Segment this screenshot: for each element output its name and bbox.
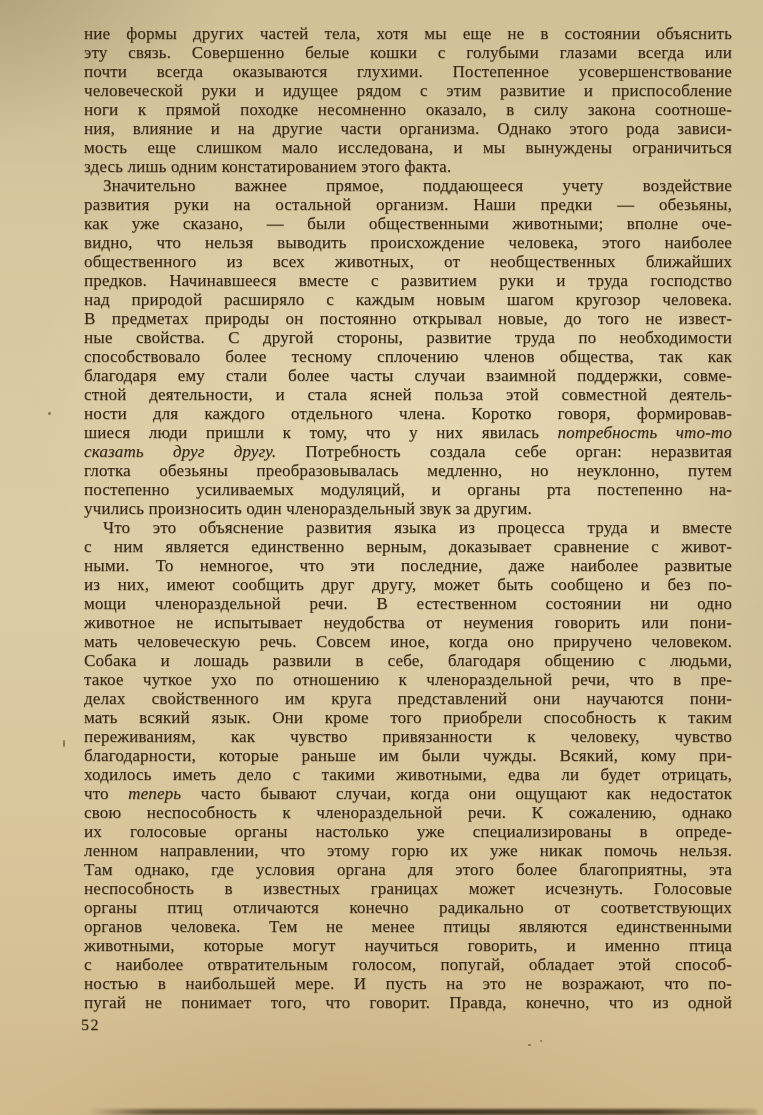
text-line — [84, 993, 732, 1012]
text-segment: пугай не понимает того, что говорит. Правда, конечно, что из одной — [84, 993, 732, 1012]
text-line — [84, 575, 732, 594]
text-segment: благодаря ему стали более часты случаи взаимной поддержки, совме- — [84, 366, 732, 385]
text-line — [84, 157, 732, 176]
text-segment: ными. То немногое, что эти последние, даже наиболее развитые — [84, 556, 732, 575]
text-line — [84, 822, 732, 841]
text-line — [84, 214, 732, 233]
text-line — [84, 936, 732, 955]
text-line — [84, 613, 732, 632]
text-line — [84, 860, 732, 879]
text-line — [84, 803, 732, 822]
page-text — [84, 24, 732, 1012]
text-segment: общественного из всех животных, от необщественных ближайших — [84, 252, 732, 271]
text-line — [84, 594, 732, 613]
text-line — [84, 841, 732, 860]
text-line — [84, 765, 732, 784]
text-segment: мать всякий язык. Они кроме того приобрели способность к таким — [84, 708, 732, 727]
text-line — [84, 252, 732, 271]
text-line — [84, 24, 732, 43]
text-segment: ние формы других частей тела, хотя мы еще не в состоянии объяснить — [84, 24, 732, 43]
text-line — [84, 271, 732, 290]
text-line — [84, 138, 732, 157]
text-line — [84, 385, 732, 404]
text-line — [84, 917, 732, 936]
text-line — [84, 879, 732, 898]
text-segment: ния, влияние и на другие части организма. Однако этого рода зависи- — [84, 119, 732, 138]
text-segment: благодарности, которые раньше им были чужды. Всякий, кому при- — [84, 746, 732, 765]
text-segment: как уже сказано, — были общественными животными; вполне оче- — [84, 214, 732, 233]
text-segment: способствовало более тесному сплочению членов общества, так как — [84, 347, 732, 366]
text-segment: почти всегда оказываются глухими. Постепенное усовершенствование — [84, 62, 732, 81]
text-segment: над природой расширяло с каждым новым шагом кругозор человека. — [84, 290, 732, 309]
text-segment: эту связь. Совершенно белые кошки с голубыми глазами всегда или — [84, 43, 732, 62]
text-segment: с наиболее отвратительным голосом, попугай, обладает этой способ- — [84, 955, 732, 974]
scan-speck — [48, 412, 51, 415]
text-segment: видно, что нельзя выводить происхождение человека, этого наиболее — [84, 233, 732, 252]
text-line — [84, 100, 732, 119]
text-segment: животное не испытывает неудобства от неумения говорить или пони- — [84, 613, 732, 632]
text-line — [84, 651, 732, 670]
text-segment: ностью в наибольшей мере. И пусть на это не возражают, что по- — [84, 974, 732, 993]
text-line — [84, 423, 732, 442]
text-line — [84, 442, 732, 461]
text-line — [84, 708, 732, 727]
text-line — [84, 290, 732, 309]
text-segment: из них, имеют сообщить друг другу, может быть сообщено и без по- — [84, 575, 732, 594]
text-segment: ходилось иметь дело с такими животными, едва ли будет отрицать, — [84, 765, 732, 784]
text-line — [84, 233, 732, 252]
text-segment: Значительно важнее прямое, поддающееся учету воздействие — [103, 176, 732, 195]
text-line — [84, 309, 732, 328]
text-segment-italic: потребность что-то — [557, 423, 732, 442]
scan-speck — [540, 1040, 542, 1042]
scan-edge-shadow — [88, 1109, 757, 1115]
text-segment: мощи членораздельной речи. В естественном состоянии ни одно — [84, 594, 732, 613]
scan-speck — [63, 740, 65, 747]
text-segment: развития руки на остальной организм. Наши предки — обезьяны, — [84, 195, 732, 214]
text-line — [84, 537, 732, 556]
text-segment: учились произносить один членораздельный звук за другим. — [84, 499, 532, 518]
text-segment: свою неспособность к членораздельной речи. К сожалению, однако — [84, 803, 732, 822]
text-line — [84, 727, 732, 746]
text-segment: глотка обезьяны преобразовывалась медленно, но неуклонно, путем — [84, 461, 732, 480]
text-line — [84, 119, 732, 138]
text-line — [84, 461, 732, 480]
text-line — [84, 689, 732, 708]
text-segment: животными, которые могут научиться говорить, и именно птица — [84, 936, 732, 955]
text-line — [84, 366, 732, 385]
text-segment: ленном направлении, что этому горю их уже никак помочь нельзя. — [84, 841, 732, 860]
text-segment: В предметах природы он постоянно открывал новые, до того не извест- — [84, 309, 732, 328]
text-segment: с ним является единственно верным, доказывает сравнение с живот- — [84, 537, 732, 556]
text-line — [84, 670, 732, 689]
text-line — [84, 43, 732, 62]
text-segment: шиеся люди пришли к тому, что у них явилась — [84, 423, 558, 442]
text-line — [84, 632, 732, 651]
text-line — [84, 898, 732, 917]
text-segment: неспособность в известных границах может исчезнуть. Голосовые — [84, 879, 732, 898]
text-line — [84, 499, 732, 518]
text-segment: органы птиц отличаются конечно радикально от соответствующих — [84, 898, 732, 917]
text-line — [84, 176, 732, 195]
text-segment: Потребность создала себе орган: неразвитая — [276, 442, 732, 461]
text-segment: такое чуткое ухо по отношению к членораздельной речи, что в пре- — [84, 670, 732, 689]
text-segment-italic: теперь — [128, 784, 182, 803]
text-segment: ности для каждого отдельного члена. Коротко говоря, формировав- — [84, 404, 732, 423]
text-segment: Там однако, где условия органа для этого более благоприятны, эта — [84, 860, 732, 879]
text-line — [84, 81, 732, 100]
text-segment: ноги к прямой походке несомненно оказало, в силу закона соотноше- — [84, 100, 732, 119]
text-line — [84, 480, 732, 499]
text-segment: постепенно усиливаемых модуляций, и органы рта постепенно на- — [84, 480, 732, 499]
text-segment: человеческой руки и идущее рядом с этим развитие и приспособление — [84, 81, 732, 100]
text-segment: переживаниям, как чувство привязанности к человеку, чувство — [84, 727, 732, 746]
text-line — [84, 328, 732, 347]
scan-speck — [528, 1044, 531, 1046]
text-line — [84, 404, 732, 423]
page-number: 52 — [81, 1017, 100, 1034]
text-segment: мать человеческую речь. Совсем иное, когда оно приручено человеком. — [84, 632, 732, 651]
text-line — [84, 784, 732, 803]
text-line — [84, 518, 732, 537]
text-segment: ные свойства. С другой стороны, развитие труда по необходимости — [84, 328, 732, 347]
text-segment: часто бывают случаи, когда они ощущают как недостаток — [181, 784, 732, 803]
text-segment: их голосовые органы настолько уже специализированы в опреде- — [84, 822, 732, 841]
text-segment: мость еще слишком мало исследована, и мы вынуждены ограничиться — [84, 138, 732, 157]
text-segment: стной деятельности, и стала ясней польза этой совместной деятель- — [84, 385, 732, 404]
text-segment: делах свойственного им круга представлений они научаются пони- — [84, 689, 732, 708]
text-line — [84, 62, 732, 81]
text-line — [84, 974, 732, 993]
text-segment-italic: сказать друг другу. — [84, 442, 277, 461]
text-segment: что — [84, 784, 129, 803]
text-line — [84, 955, 732, 974]
text-line — [84, 195, 732, 214]
text-segment: Собака и лошадь развили в себе, благодаря общению с людьми, — [84, 651, 732, 670]
text-segment: предков. Начинавшееся вместе с развитием руки и труда господство — [84, 271, 732, 290]
text-line — [84, 347, 732, 366]
text-segment: органов человека. Тем не менее птицы являются единственными — [84, 917, 732, 936]
text-segment: Что это объяснение развития языка из процесса труда и вместе — [103, 518, 732, 537]
text-line — [84, 556, 732, 575]
text-line — [84, 746, 732, 765]
text-segment: здесь лишь одним констатированием этого факта. — [84, 157, 452, 176]
